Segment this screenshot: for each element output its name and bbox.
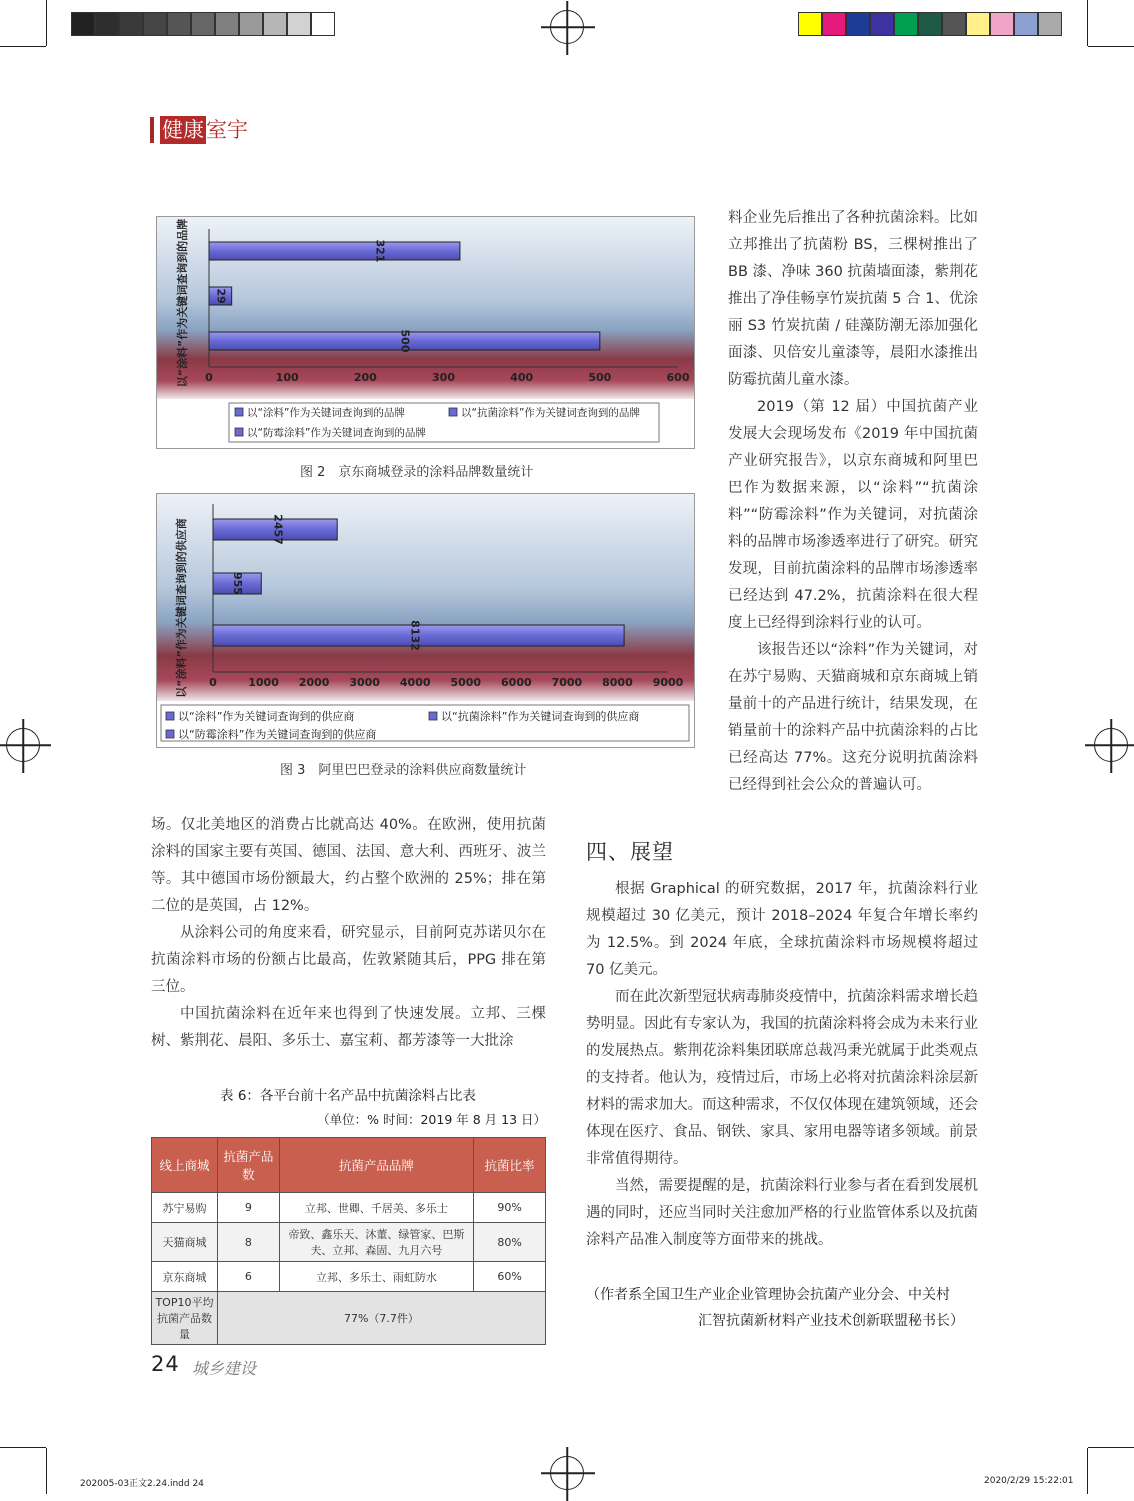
- legend-swatch: [166, 712, 174, 720]
- registration-mark-left: [6, 728, 40, 762]
- table-cell: 90%: [474, 1193, 546, 1223]
- data-label: 29: [214, 288, 228, 304]
- left-column-body: [151, 812, 546, 1055]
- x-tick-label: 3000: [349, 676, 380, 689]
- table-cell: 9: [217, 1193, 279, 1223]
- table-row: [152, 1223, 546, 1262]
- x-tick-label: 8000: [602, 676, 633, 689]
- paragraph: 中国抗菌涂料在近年来也得到了快速发展。立邦、三棵树、紫荆花、晨阳、多乐士、嘉宝莉、都芳漆等一大批涂: [151, 1006, 546, 1049]
- x-tick-label: 400: [510, 371, 534, 384]
- paragraph: 该报告还以“涂料”作为关键词，对在苏宁易购、天猫商城和京东商城上销量前十的产品进行统计，结果发现，在销量前十的涂料产品中抗菌涂料的占比已经高达 77%。这充分说明抗菌涂料已经得到社会公众的普遍认可。: [728, 642, 978, 793]
- page-number: 24: [151, 1352, 180, 1376]
- paragraph: 而在此次新型冠状病毒肺炎疫情中，抗菌涂料需求增长趋势明显。因此有专家认为，我国的抗菌涂料将会成为未来行业的发展热点。紫荆花涂料集团联席总裁冯秉光就属于此类观点的支持者。他认为，疫情过后，市场上必将对抗菌涂料涂层新材料的需求加大。而这种需求，不仅仅体现在建筑领域，还会体现在医疗、食品、钢铁、家具、家用电器等诸多领域。前景非常值得期待。: [586, 989, 978, 1167]
- gray-swatch: [287, 12, 311, 36]
- x-tick-label: 100: [275, 371, 299, 384]
- color-swatch: [894, 12, 918, 36]
- color-swatch: [918, 12, 942, 36]
- table-row: [152, 1193, 546, 1223]
- x-tick-label: 0: [209, 676, 217, 689]
- gray-swatch: [239, 12, 263, 36]
- x-tick-label: 200: [353, 371, 377, 384]
- table-cell: 立邦、世卿、千居美、多乐士: [279, 1193, 473, 1223]
- data-table: [151, 1137, 546, 1345]
- color-swatch: [846, 12, 870, 36]
- registration-mark-bottom: [550, 1456, 584, 1490]
- x-tick-label: 600: [666, 371, 690, 384]
- section-header-highlight: 健康: [162, 118, 204, 142]
- table-row: [152, 1262, 546, 1292]
- figure-2-chart: [156, 216, 695, 449]
- x-tick-label: 500: [588, 371, 612, 384]
- paragraph: 根据 Graphical 的研究数据，2017 年，抗菌涂料行业规模超过 30 亿美元，预计 2018–2024 年复合年增长率约为 12.5%。到 2024 年底，全球抗菌涂料市场规模将超过 70 亿美元。: [586, 881, 978, 978]
- section-heading: 四、展望: [586, 840, 674, 864]
- table-cell: 77%（7.7件）: [217, 1292, 545, 1345]
- paragraph: 从涂料公司的角度来看，研究显示，目前阿克苏诺贝尔在抗菌涂料市场的份额占比最高，佐敦紧随其后，PPG 排在第三位。: [151, 925, 546, 995]
- x-tick-label: 1000: [248, 676, 279, 689]
- x-tick-label: 0: [205, 371, 213, 384]
- author-note-line-2: 汇智抗菌新材料产业技术创新联盟秘书长）: [698, 1313, 964, 1329]
- data-label: 500: [398, 329, 412, 353]
- section-header-text: 室宇: [206, 118, 248, 142]
- table-cell: 京东商城: [152, 1262, 218, 1292]
- paragraph: 当然，需要提醒的是，抗菌涂料行业参与者在看到发展机遇的同时，还应当同时关注愈加严格的行业监管体系以及抗菌涂料产品准入制度等方面带来的挑战。: [586, 1178, 978, 1248]
- x-tick-label: 6000: [501, 676, 532, 689]
- legend-swatch: [235, 428, 243, 436]
- data-label: 955: [231, 572, 245, 595]
- legend-swatch: [235, 408, 243, 416]
- author-note-line-1: （作者系全国卫生产业企业管理协会抗菌产业分会、中关村: [586, 1287, 950, 1303]
- gray-swatch: [143, 12, 167, 36]
- table-cell: 帝致、鑫乐天、沐董、绿管家、巴斯夫、立邦、森固、九月六号: [279, 1223, 473, 1262]
- table-cell: 6: [217, 1262, 279, 1292]
- paragraph: 料企业先后推出了各种抗菌涂料。比如立邦推出了抗菌粉 BS，三棵树推出了 BB 漆、净味 360 抗菌墙面漆，紫荆花推出了净佳畅享竹炭抗菌 5 合 1、优涂丽 S3 竹炭抗菌 / 硅藻防潮无添加强化面漆、贝倍安儿童漆等，晨阳水漆推出防霉抗菌儿童水漆。: [728, 210, 978, 388]
- legend-label: 以“涂料”作为关键词查询到的品牌: [247, 407, 405, 419]
- section-header-rule: [150, 117, 154, 143]
- section-header: [150, 116, 248, 144]
- figure-2-caption: 图 2 京东商城登录的涂料品牌数量统计: [300, 465, 534, 480]
- color-swatch: [990, 12, 1014, 36]
- legend-swatch: [429, 712, 437, 720]
- color-swatch: [1014, 12, 1038, 36]
- gray-swatch: [119, 12, 143, 36]
- magazine-name: 城乡建设: [192, 1359, 257, 1378]
- table-cell: 立邦、多乐士、雨虹防水: [279, 1262, 473, 1292]
- x-tick-label: 2000: [298, 676, 330, 689]
- data-label: 2457: [271, 514, 285, 545]
- gray-swatch: [71, 12, 95, 36]
- slug-file-name: 202005-03正文2.24.indd 24: [80, 1479, 204, 1489]
- x-tick-label: 4000: [399, 676, 431, 689]
- x-tick-label: 5000: [450, 676, 482, 689]
- legend-label: 以“抗菌涂料”作为关键词查询到的供应商: [441, 710, 640, 723]
- table-cell: 60%: [474, 1262, 546, 1292]
- y-axis-label: 以“涂料”作为关键词查询到的品牌: [176, 218, 189, 388]
- legend-swatch: [166, 730, 174, 738]
- data-label: 321: [373, 239, 387, 263]
- right-column-bottom: [586, 876, 978, 1254]
- table-header-cell: 线上商城: [152, 1138, 218, 1193]
- color-swatch: [966, 12, 990, 36]
- table-summary-row: [152, 1292, 546, 1345]
- figure-3-chart: [156, 493, 695, 748]
- table-title: 表 6：各平台前十名产品中抗菌涂料占比表: [220, 1088, 476, 1104]
- table-cell: 80%: [474, 1223, 546, 1262]
- gray-swatch: [311, 12, 335, 36]
- table-header-cell: 抗菌比率: [474, 1138, 546, 1193]
- bar: [209, 242, 460, 260]
- legend-label: 以“防霉涂料”作为关键词查询到的供应商: [178, 728, 377, 741]
- legend-label: 以“涂料”作为关键词查询到的供应商: [178, 710, 355, 723]
- x-tick-label: 300: [432, 371, 455, 384]
- table-cell: 苏宁易购: [152, 1193, 218, 1223]
- table-header-cell: 抗菌产品品牌: [279, 1138, 473, 1193]
- registration-mark-right: [1094, 728, 1128, 762]
- gray-swatch: [95, 12, 119, 36]
- table-cell: TOP10平均抗菌产品数量: [152, 1292, 218, 1345]
- table-header-row: [152, 1138, 546, 1193]
- table-unit: （单位：% 时间：2019 年 8 月 13 日）: [317, 1112, 546, 1127]
- data-label: 8132: [408, 620, 422, 651]
- gray-swatch: [215, 12, 239, 36]
- table-cell: 8: [217, 1223, 279, 1262]
- paragraph: 场。仅北美地区的消费占比就高达 40%。在欧洲，使用抗菌涂料的国家主要有英国、德国、法国、意大利、西班牙、波兰等。其中德国市场份额最大，约占整个欧洲的 25%；排在第二位的是英国，占 12%。: [151, 817, 546, 914]
- figure-3-caption: 图 3 阿里巴巴登录的涂料供应商数量统计: [280, 763, 527, 778]
- x-tick-label: 9000: [652, 676, 684, 689]
- legend-label: 以“防霉涂料”作为关键词查询到的品牌: [247, 427, 426, 439]
- gray-swatch: [167, 12, 191, 36]
- slug-timestamp: 2020/2/29 15:22:01: [984, 1476, 1074, 1486]
- y-axis-label: 以“涂料”作为关键词查询到的供应商: [175, 518, 188, 698]
- registration-mark-top: [550, 10, 584, 44]
- paragraph: 2019（第 12 届）中国抗菌产业发展大会现场发布《2019 年中国抗菌产业研究报告》，以京东商城和阿里巴巴作为数据来源，以“涂料”“抗菌涂料”“防霉涂料”作为关键词，对抗菌涂料的品牌市场渗透率进行了研究。研究发现，目前抗菌涂料的品牌市场渗透率已经达到 47.2%，抗菌涂料在很大程度上已经得到涂料行业的认可。: [728, 399, 978, 631]
- right-column-top: [728, 205, 978, 799]
- gray-swatch: [263, 12, 287, 36]
- color-swatch: [1038, 12, 1062, 36]
- color-swatch: [942, 12, 966, 36]
- legend-swatch: [449, 408, 457, 416]
- color-swatch: [870, 12, 894, 36]
- color-swatch: [798, 12, 822, 36]
- table-header-cell: 抗菌产品数: [217, 1138, 279, 1193]
- color-swatch: [822, 12, 846, 36]
- gray-swatch: [191, 12, 215, 36]
- table-cell: 天猫商城: [152, 1223, 218, 1262]
- x-tick-label: 7000: [551, 676, 583, 689]
- legend-label: 以“抗菌涂料”作为关键词查询到的品牌: [461, 407, 640, 419]
